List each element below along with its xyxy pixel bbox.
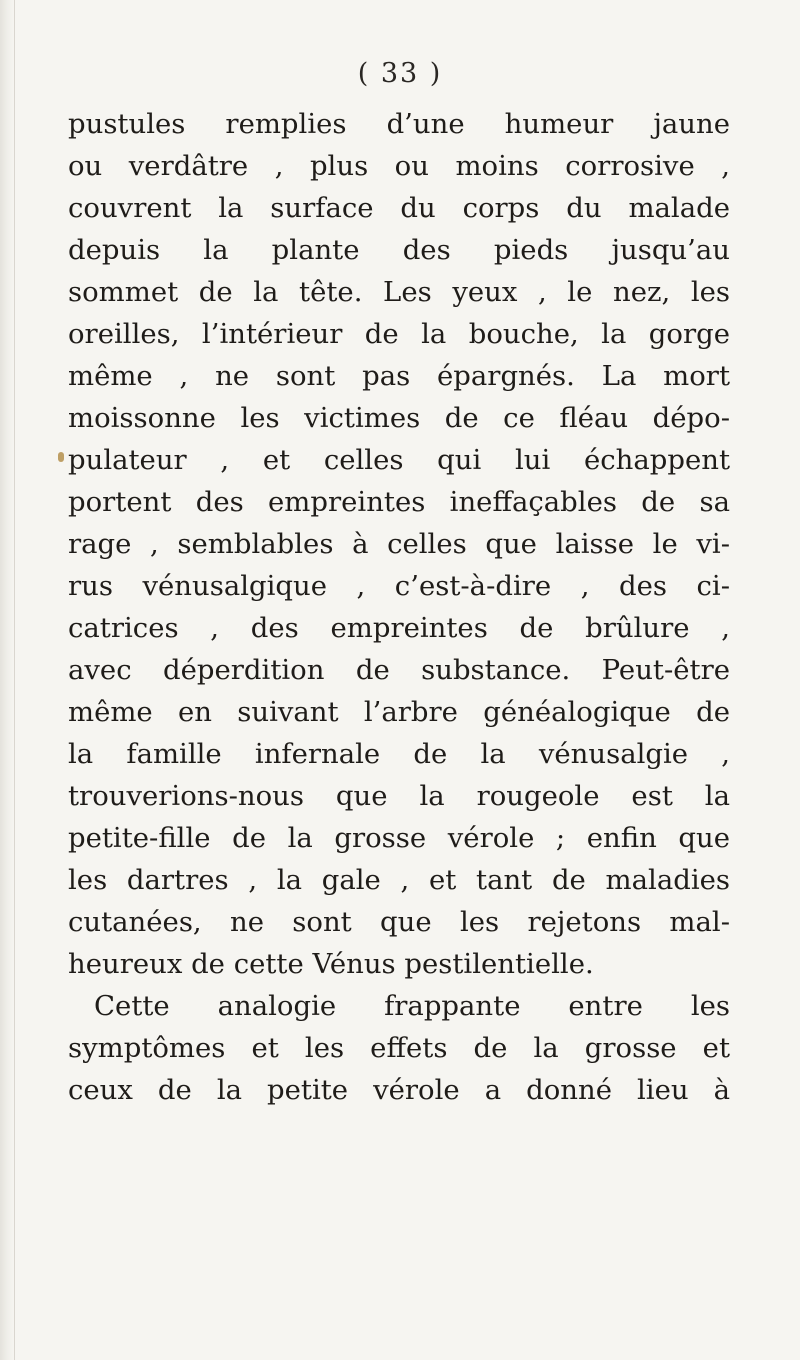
text-line: oreilles, l’intérieur de la bouche, la gorge <box>68 318 730 350</box>
text-line: les dartres , la gale , et tant de maladies <box>68 864 730 896</box>
text-line: même , ne sont pas épargnés. La mort <box>68 360 730 392</box>
body-text <box>68 103 730 1111</box>
text-line: trouverions-nous que la rougeole est la <box>68 780 730 812</box>
text-line: ou verdâtre , plus ou moins corrosive , <box>68 150 730 182</box>
text-line: heureux de cette Vénus pestilentielle. <box>68 948 594 980</box>
text-line: sommet de la tête. Les yeux , le nez, les <box>68 276 730 308</box>
text-line: ceux de la petite vérole a donné lieu à <box>68 1074 730 1106</box>
text-line: couvrent la surface du corps du malade <box>68 192 730 224</box>
page-number: ( 33 ) <box>357 58 443 89</box>
text-line: avec déperdition de substance. Peut-être <box>68 654 730 686</box>
text-line: pustules remplies d’une humeur jaune <box>68 108 730 140</box>
text-line: petite-fille de la grosse vérole ; enfin que <box>68 822 730 854</box>
text-line: même en suivant l’arbre généalogique de <box>68 696 730 728</box>
text-line: la famille infernale de la vénusalgie , <box>68 738 730 770</box>
text-line-paragraph-start: Cette analogie frappante entre les <box>94 990 730 1022</box>
text-line: pulateur , et celles qui lui échappent <box>68 444 730 476</box>
text-line: depuis la plante des pieds jusqu’au <box>68 234 730 266</box>
text-line: cutanées, ne sont que les rejetons mal- <box>68 906 730 938</box>
text-line: rus vénusalgique , c’est-à-dire , des ci- <box>68 570 730 602</box>
text-line: rage , semblables à celles que laisse le vi- <box>68 528 730 560</box>
text-line: portent des empreintes ineffaçables de sa <box>68 486 730 518</box>
text-line: catrices , des empreintes de brûlure , <box>68 612 730 644</box>
ink-stain-mark <box>58 452 64 462</box>
page-spine-edge <box>0 0 15 1360</box>
text-line: symptômes et les effets de la grosse et <box>68 1032 730 1064</box>
text-line: moissonne les victimes de ce fléau dépo- <box>68 402 730 434</box>
